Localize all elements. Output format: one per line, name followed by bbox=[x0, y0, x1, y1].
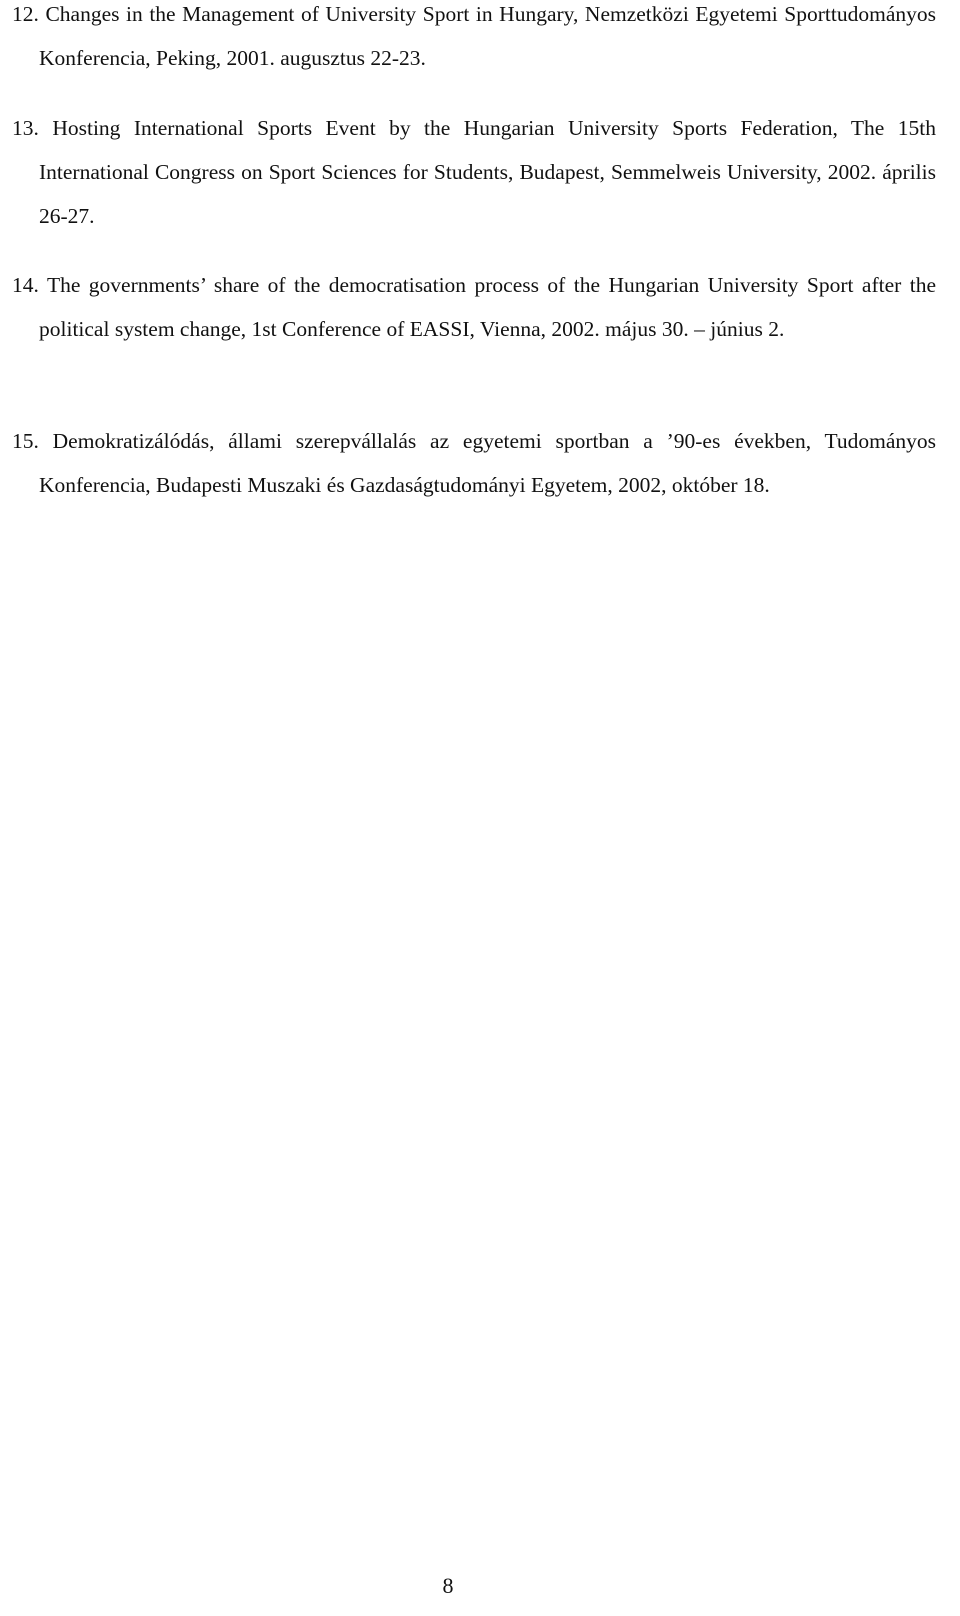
reference-entry bbox=[12, 106, 936, 238]
reference-number: 13. bbox=[12, 116, 39, 140]
page-number: 8 bbox=[442, 1573, 454, 1598]
reference-entry bbox=[12, 419, 936, 507]
reference-entry bbox=[12, 0, 936, 80]
reference-text: The governments’ share of the democratisation process of the Hungarian University Sport after the political system change, 1st Conference of EASSI, Vienna, 2002. május 30. – június 2. bbox=[39, 273, 936, 341]
reference-number: 14. bbox=[12, 273, 39, 297]
reference-text: Changes in the Management of University Sport in Hungary, Nemzetközi Egyetemi Sporttudományos Konferencia, Peking, 2001. augusztus 22-23. bbox=[39, 2, 936, 70]
reference-entry bbox=[12, 263, 936, 351]
reference-text: Hosting International Sports Event by the Hungarian University Sports Federation, The 15th International Congress on Sport Sciences for Students, Budapest, Semmelweis University, 2002. április 26-27. bbox=[39, 116, 937, 228]
reference-text: Demokratizálódás, állami szerepvállalás az egyetemi sportban a ’90-es években, Tudományos Konferencia, Budapesti Muszaki és Gazdaságtudományi Egyetem, 2002, október 18. bbox=[39, 429, 936, 497]
reference-number: 12. bbox=[12, 2, 39, 26]
reference-number: 15. bbox=[12, 429, 39, 453]
